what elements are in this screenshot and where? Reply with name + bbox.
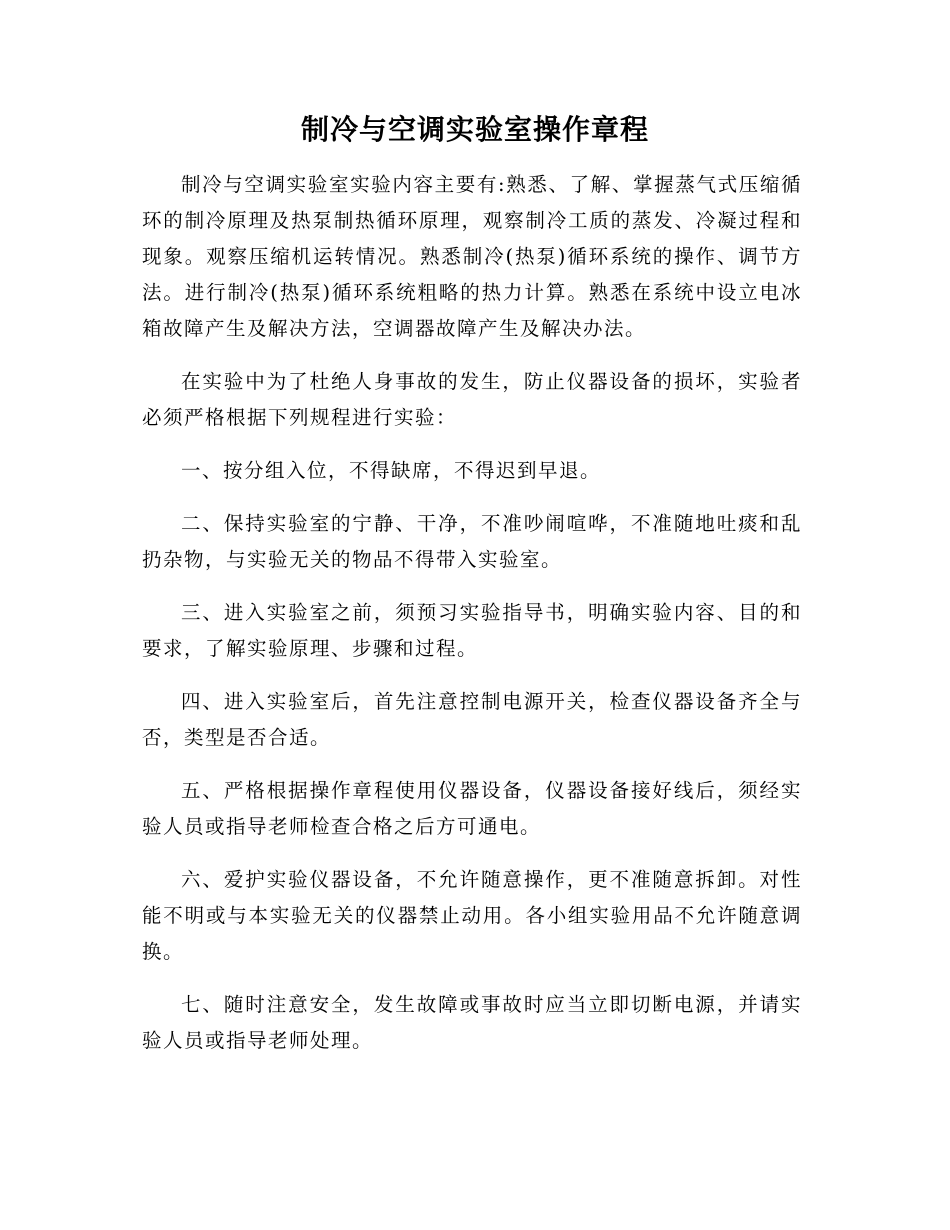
rule-item-3: 三、进入实验室之前，须预习实验指导书，明确实验内容、目的和要求，了解实验原理、步骤和过程。 [142, 601, 802, 660]
rule-item-2: 二、保持实验室的宁静、干净，不准吵闹喧哗，不准随地吐痰和乱扔杂物，与实验无关的物品不得带入实验室。 [142, 512, 802, 571]
paragraph-rules-lead: 在实验中为了杜绝人身事故的发生，防止仪器设备的损坏，实验者必须严格根据下列规程进行实验： [142, 370, 802, 429]
paragraph-intro: 制冷与空调实验室实验内容主要有:熟悉、了解、掌握蒸气式压缩循环的制冷原理及热泵制热循环原理，观察制冷工质的蒸发、冷凝过程和现象。观察压缩机运转情况。熟悉制冷(热泵)循环系统的操作、调节方法。进行制冷(热泵)循环系统粗略的热力计算。熟悉在系统中设立电冰箱故障产生及解决方法，空调器故障产生及解决办法。 [142, 173, 802, 340]
document-body [142, 167, 802, 1076]
rule-item-6: 六、爱护实验仪器设备，不允许随意操作，更不准随意拆卸。对性能不明或与本实验无关的仪器禁止动用。各小组实验用品不允许随意调换。 [142, 868, 802, 963]
document-title: 制冷与空调实验室操作章程 [300, 113, 649, 146]
rule-item-4: 四、进入实验室后，首先注意控制电源开关，检查仪器设备齐全与否，类型是否合适。 [142, 690, 802, 749]
rule-item-5: 五、严格根据操作章程使用仪器设备，仪器设备接好线后，须经实验人员或指导老师检查合格之后方可通电。 [142, 779, 802, 838]
rule-item-1: 一、按分组入位，不得缺席，不得迟到早退。 [181, 459, 602, 482]
rule-item-7: 七、随时注意安全，发生故障或事故时应当立即切断电源，并请实验人员或指导老师处理。 [142, 993, 802, 1052]
